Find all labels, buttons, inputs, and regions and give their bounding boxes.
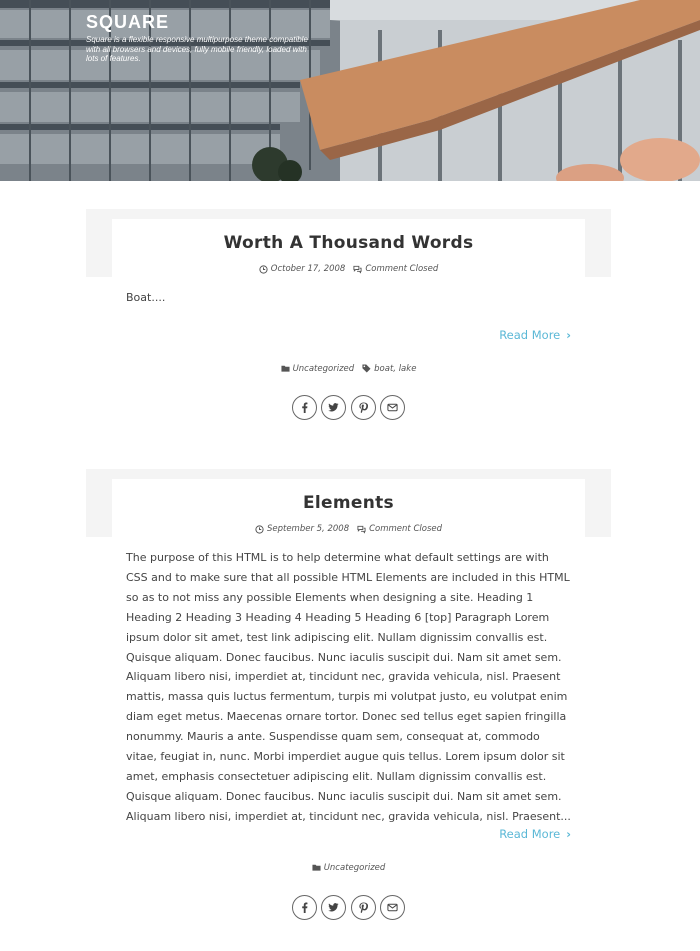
post-excerpt: The purpose of this HTML is to help determine what default settings are with CSS and to make sure that all possible HTML Elements are included in this HTML so as to not miss any possible Elements when designing a site. Heading 1 Heading 2 Heading 3 Heading 4 Heading 5 Heading 6 [top] Paragraph Lorem ipsum dolor sit amet, test link adipiscing elit. Nullam dignissim convallis est. Quisque aliquam. Donec faucibus. Nunc iaculis suscipit dui. Nam sit amet sem. Aliquam libero nisi, imperdiet at, tincidunt nec, gravida vehicula, nisl. Praesent mattis, massa quis luctus fermentum, turpis mi volutpat justo, eu volutpat enim diam eget metus. Maecenas ornare tortor. Donec sed tellus eget sapien fringilla nonummy. Mauris a ante. Suspendisse quam sem, consequat at, commodo vitae, feugiat in, nunc. Morbi imperdiet augue quis tellus. Lorem ipsum dolor sit amet, emphasis consectetuer adipiscing elit. Nullam dignissim convallis est. Quisque aliquam. Donec faucibus. Nunc iaculis suscipit dui. Nam sit amet sem. Aliquam libero nisi, imperdiet at, tincidunt nec, gravida vehicula, nisl. Praesent...	[126, 551, 571, 823]
post-taxonomy	[86, 364, 611, 374]
post-meta	[86, 524, 611, 535]
tag-icon	[362, 364, 371, 373]
share-twitter-button[interactable]	[321, 895, 346, 920]
header-banner	[0, 0, 700, 181]
post-title[interactable]: Elements	[303, 493, 394, 513]
post-date[interactable]: September 5, 2008	[266, 524, 350, 534]
clock-icon	[255, 525, 264, 534]
folder-icon	[312, 863, 321, 872]
chevron-right-icon: ›	[566, 827, 571, 841]
post-excerpt: Boat....	[126, 291, 166, 304]
twitter-icon	[328, 402, 339, 413]
share-facebook-button[interactable]	[292, 395, 317, 420]
clock-icon	[259, 265, 268, 274]
pinterest-icon	[358, 402, 369, 413]
envelope-icon	[387, 902, 398, 913]
facebook-icon	[299, 402, 310, 413]
read-more-label: Read More	[499, 827, 561, 841]
envelope-icon	[387, 402, 398, 413]
pinterest-icon	[358, 902, 369, 913]
facebook-icon	[299, 902, 310, 913]
post-comments[interactable]: Comment Closed	[365, 264, 439, 274]
chevron-right-icon: ›	[566, 328, 571, 342]
post-category[interactable]: Uncategorized	[323, 863, 386, 873]
post-category[interactable]: Uncategorized	[292, 364, 355, 374]
folder-icon	[281, 364, 290, 373]
comments-icon	[353, 265, 362, 274]
read-more-link[interactable]	[499, 328, 571, 342]
post-title[interactable]: Worth A Thousand Words	[223, 233, 474, 253]
share-buttons	[292, 895, 405, 920]
post-worth-a-thousand-words	[86, 209, 611, 439]
post-comments[interactable]: Comment Closed	[369, 524, 443, 534]
share-pinterest-button[interactable]	[351, 895, 376, 920]
post-tags[interactable]: boat, lake	[374, 364, 417, 374]
post-header-card	[112, 479, 585, 549]
share-email-button[interactable]	[380, 395, 405, 420]
post-meta	[86, 264, 611, 275]
post-header-card	[112, 219, 585, 289]
share-email-button[interactable]	[380, 895, 405, 920]
post-taxonomy	[86, 863, 611, 873]
share-pinterest-button[interactable]	[351, 395, 376, 420]
comments-icon	[357, 525, 366, 534]
site-description: Square is a flexible responsive multipurpose theme compatible with all browsers and devices, fully mobile friendly, loaded with lots of features.	[86, 35, 308, 63]
twitter-icon	[328, 902, 339, 913]
post-elements	[86, 469, 611, 929]
share-buttons	[292, 395, 405, 420]
read-more-link[interactable]	[499, 827, 571, 841]
share-facebook-button[interactable]	[292, 895, 317, 920]
site-title[interactable]: SQUARE	[86, 12, 170, 32]
read-more-label: Read More	[499, 328, 561, 342]
share-twitter-button[interactable]	[321, 395, 346, 420]
post-date[interactable]: October 17, 2008	[270, 264, 346, 274]
